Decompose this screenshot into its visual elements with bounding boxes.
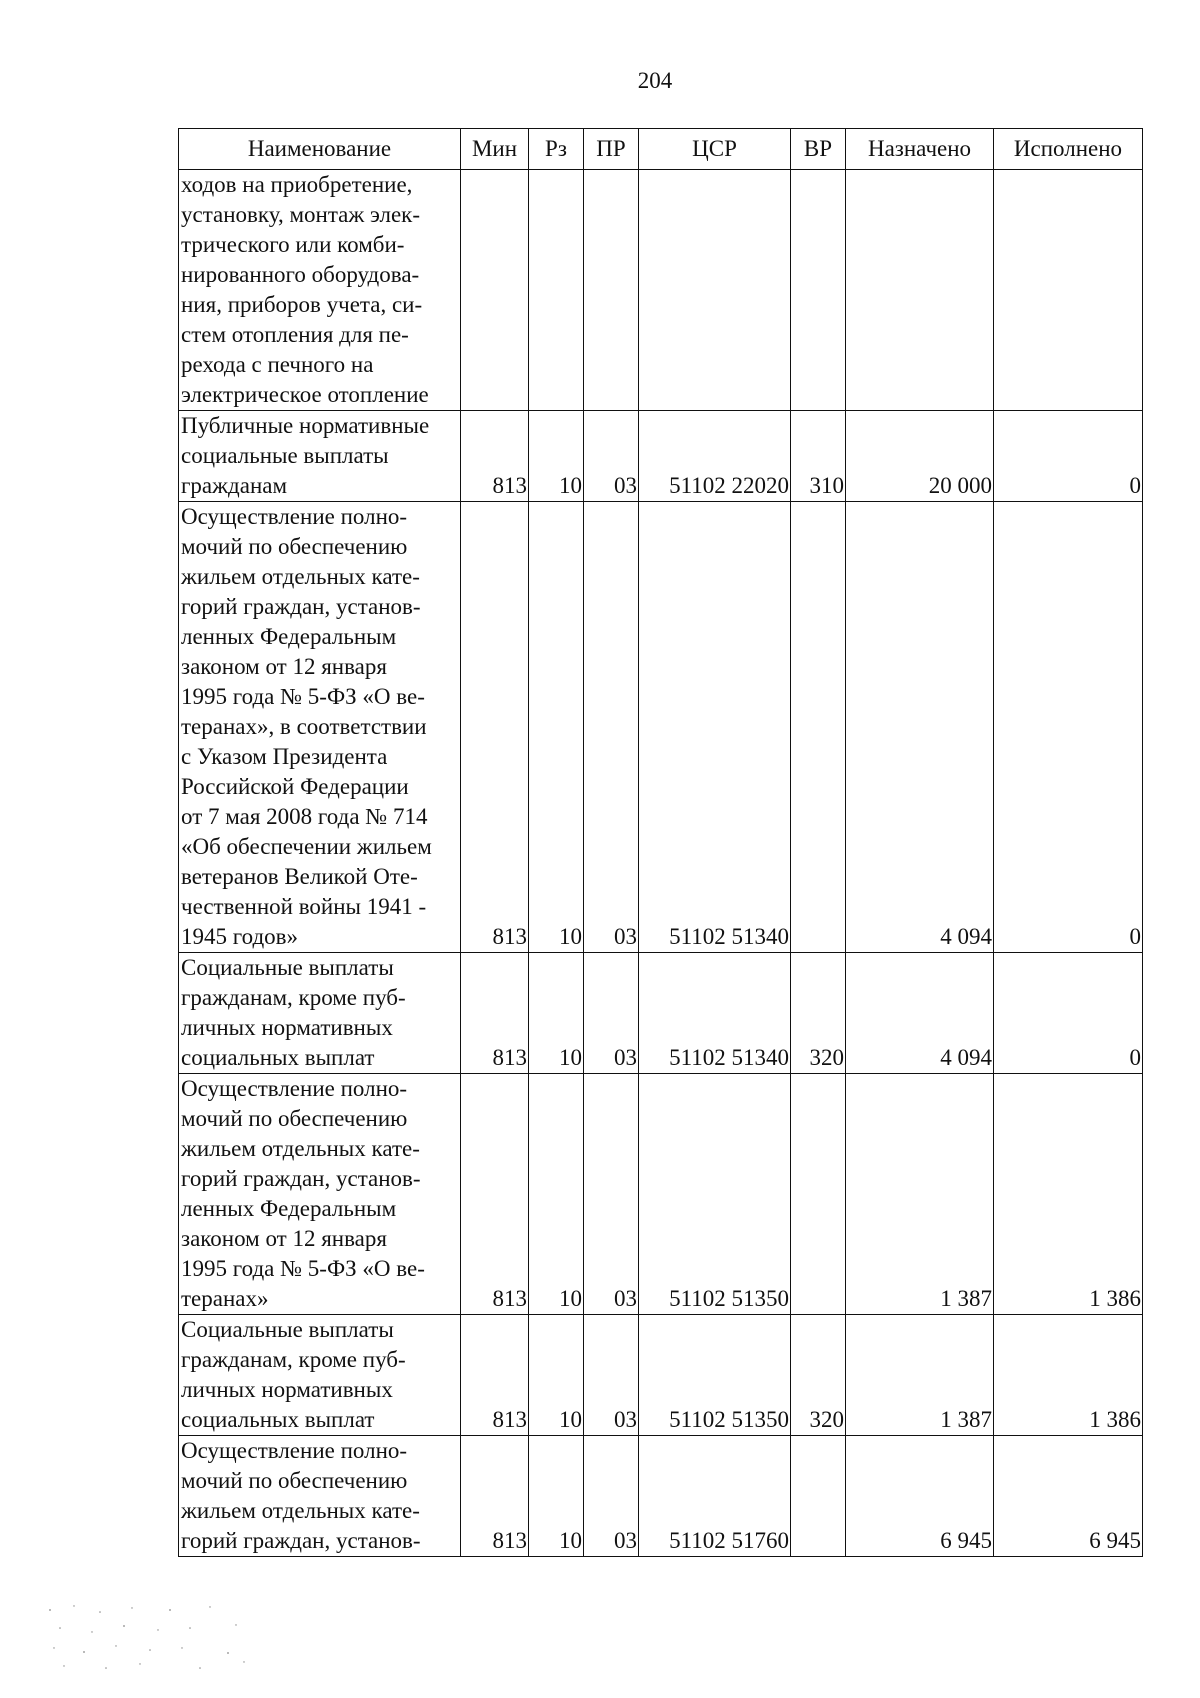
row-executed: 0 bbox=[994, 953, 1143, 1074]
row-name: ходов на приобретение, установку, монтаж элек- трического или комби- нированного оборудова- ния, приборов учета, си- стем отопления для пе- рехода с печного на электрическое отопление bbox=[179, 170, 461, 411]
header-executed: Исполнено bbox=[994, 129, 1143, 170]
table-row bbox=[179, 1436, 1143, 1557]
row-assigned: 4 094 bbox=[846, 953, 994, 1074]
row-csr: 51102 51340 bbox=[639, 502, 791, 953]
row-min: 813 bbox=[461, 411, 529, 502]
row-pr: 03 bbox=[584, 1315, 639, 1436]
row-pr: 03 bbox=[584, 1436, 639, 1557]
table-row bbox=[179, 1074, 1143, 1315]
row-executed: 1 386 bbox=[994, 1074, 1143, 1315]
budget-table bbox=[178, 128, 1143, 1557]
header-rz: Рз bbox=[529, 129, 584, 170]
row-name: Социальные выплаты гражданам, кроме пуб- личных нормативных социальных выплат bbox=[179, 1315, 461, 1436]
row-name: Публичные нормативные социальные выплаты гражданам bbox=[179, 411, 461, 502]
row-min: 813 bbox=[461, 1074, 529, 1315]
row-rz: 10 bbox=[529, 953, 584, 1074]
row-assigned: 6 945 bbox=[846, 1436, 994, 1557]
row-rz: 10 bbox=[529, 1436, 584, 1557]
row-csr: 51102 22020 bbox=[639, 411, 791, 502]
row-name: Осуществление полно- мочий по обеспечению жильем отдельных кате- горий граждан, установ- ленных Федеральным законом от 12 января 1995 года № 5-ФЗ «О ве- теранах», в соответствии с Указом Президента Российской Федерации от 7 мая 2008 года № 714 «Об обеспечении жильем ветеранов Великой Оте- чественной войны 1941 - 1945 годов» bbox=[179, 502, 461, 953]
row-csr: 51102 51350 bbox=[639, 1315, 791, 1436]
row-rz: 10 bbox=[529, 1315, 584, 1436]
header-min: Мин bbox=[461, 129, 529, 170]
row-pr: 03 bbox=[584, 953, 639, 1074]
header-name: Наименование bbox=[179, 129, 461, 170]
header-pr: ПР bbox=[584, 129, 639, 170]
table-row bbox=[179, 502, 1143, 953]
row-pr: 03 bbox=[584, 1074, 639, 1315]
row-name: Социальные выплаты гражданам, кроме пуб- личных нормативных социальных выплат bbox=[179, 953, 461, 1074]
row-csr: 51102 51350 bbox=[639, 1074, 791, 1315]
table-row bbox=[179, 1315, 1143, 1436]
row-pr: 03 bbox=[584, 411, 639, 502]
table-row bbox=[179, 953, 1143, 1074]
page-number: 204 bbox=[637, 68, 673, 93]
header-csr: ЦСР bbox=[639, 129, 791, 170]
row-name: Осуществление полно- мочий по обеспечению жильем отдельных кате- горий граждан, установ- bbox=[179, 1436, 461, 1557]
row-rz: 10 bbox=[529, 502, 584, 953]
table-header-row bbox=[179, 129, 1143, 170]
row-min: 813 bbox=[461, 1436, 529, 1557]
row-rz bbox=[529, 170, 584, 411]
row-csr: 51102 51760 bbox=[639, 1436, 791, 1557]
row-pr: 03 bbox=[584, 502, 639, 953]
row-vr bbox=[791, 1074, 846, 1315]
row-vr bbox=[791, 502, 846, 953]
table-row bbox=[179, 170, 1143, 411]
row-csr: 51102 51340 bbox=[639, 953, 791, 1074]
row-executed: 1 386 bbox=[994, 1315, 1143, 1436]
row-vr bbox=[791, 1436, 846, 1557]
row-vr bbox=[791, 170, 846, 411]
row-executed: 0 bbox=[994, 411, 1143, 502]
row-vr: 320 bbox=[791, 953, 846, 1074]
row-name: Осуществление полно- мочий по обеспечению жильем отдельных кате- горий граждан, установ- ленных Федеральным законом от 12 января 1995 года № 5-ФЗ «О ве- теранах» bbox=[179, 1074, 461, 1315]
row-min: 813 bbox=[461, 953, 529, 1074]
row-min: 813 bbox=[461, 502, 529, 953]
row-executed: 6 945 bbox=[994, 1436, 1143, 1557]
row-executed: 0 bbox=[994, 502, 1143, 953]
row-assigned: 1 387 bbox=[846, 1315, 994, 1436]
row-rz: 10 bbox=[529, 411, 584, 502]
header-vr: ВР bbox=[791, 129, 846, 170]
scan-noise-decoration bbox=[40, 1598, 260, 1678]
row-assigned: 20 000 bbox=[846, 411, 994, 502]
row-min: 813 bbox=[461, 1315, 529, 1436]
row-vr: 310 bbox=[791, 411, 846, 502]
row-csr bbox=[639, 170, 791, 411]
row-executed bbox=[994, 170, 1143, 411]
row-pr bbox=[584, 170, 639, 411]
header-assigned: Назначено bbox=[846, 129, 994, 170]
row-assigned bbox=[846, 170, 994, 411]
row-rz: 10 bbox=[529, 1074, 584, 1315]
row-assigned: 4 094 bbox=[846, 502, 994, 953]
row-assigned: 1 387 bbox=[846, 1074, 994, 1315]
row-min bbox=[461, 170, 529, 411]
row-vr: 320 bbox=[791, 1315, 846, 1436]
table-row bbox=[179, 411, 1143, 502]
